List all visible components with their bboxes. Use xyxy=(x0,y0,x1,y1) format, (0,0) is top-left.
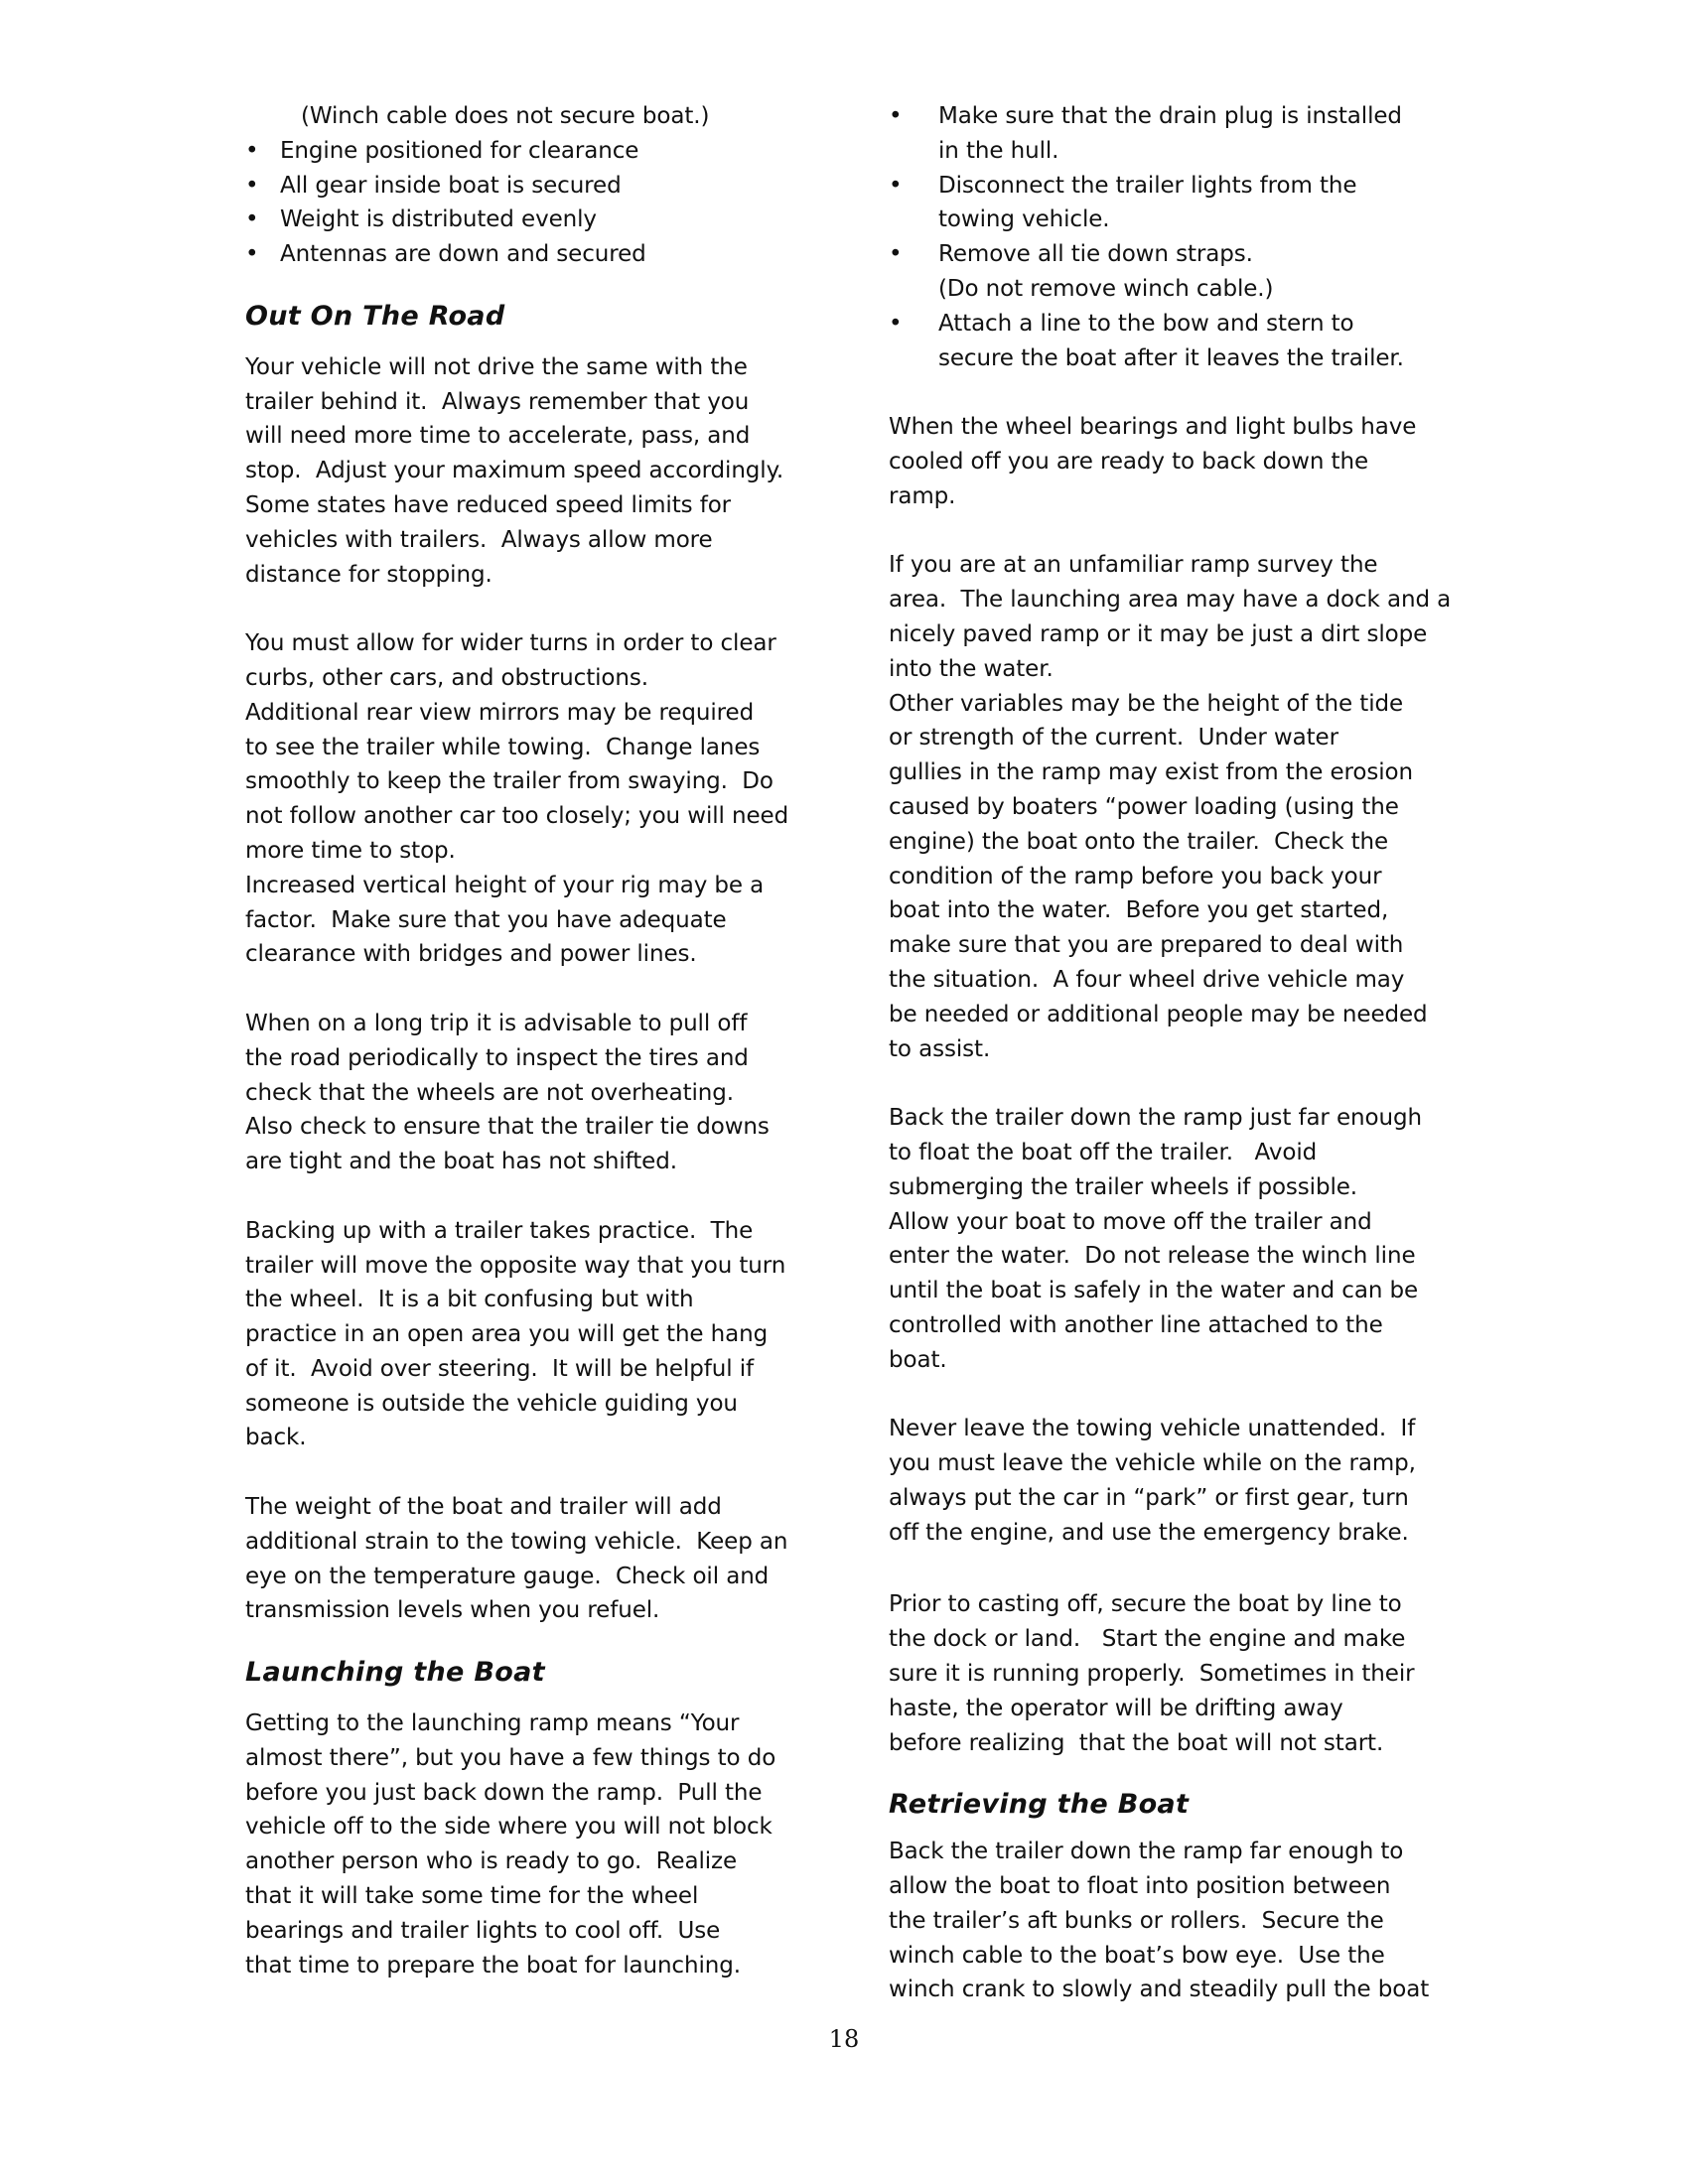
paragraph-line: always put the car in “park” or first gear, turn xyxy=(889,1484,1409,1511)
paragraph-line: back. xyxy=(245,1425,307,1451)
paragraph-line: Never leave the towing vehicle unattended. If xyxy=(889,1416,1416,1442)
paragraph-line: Getting to the launching ramp means “Your xyxy=(245,1710,740,1737)
paragraph xyxy=(245,350,811,593)
paragraph-line: until the boat is safely in the water and can be xyxy=(889,1278,1419,1304)
prep-checklist-line xyxy=(889,341,1460,376)
prep-checklist-text: secure the boat after it leaves the trailer. xyxy=(938,344,1404,371)
prep-checklist-line xyxy=(889,99,1460,134)
prep-checklist-line xyxy=(889,134,1460,169)
prep-checklist-text: in the hull. xyxy=(938,137,1059,164)
paragraph-line: make sure that you are prepared to deal with xyxy=(889,932,1404,959)
paragraph-line: additional strain to the towing vehicle. Keep an xyxy=(245,1528,788,1555)
paragraph-line: Back the trailer down the ramp far enough to xyxy=(889,1839,1404,1865)
paragraph-line: allow the boat to float into position between xyxy=(889,1873,1391,1900)
paragraph-line: cooled off you are ready to back down the xyxy=(889,448,1368,475)
checklist-item xyxy=(245,203,811,237)
paragraph-line: Increased vertical height of your rig may be a xyxy=(245,872,765,898)
paragraph-line: transmission levels when you refuel. xyxy=(245,1597,660,1624)
checklist-item xyxy=(245,237,811,272)
paragraph-line: When the wheel bearings and light bulbs have xyxy=(889,414,1417,441)
prep-checklist-line xyxy=(889,203,1460,237)
paragraph-line: Your vehicle will not drive the same with the xyxy=(245,353,748,380)
paragraph-line: trailer will move the opposite way that you turn xyxy=(245,1252,786,1279)
paragraph-line: vehicle off to the side where you will not block xyxy=(245,1814,773,1841)
paragraph-line: that it will take some time for the wheel xyxy=(245,1883,699,1910)
checklist-continuation: (Winch cable does not secure boat.) xyxy=(301,103,710,129)
paragraph-line: not follow another car too closely; you will need xyxy=(245,803,789,830)
paragraph-line: eye on the temperature gauge. Check oil and xyxy=(245,1563,770,1589)
section-heading-out-on-the-road: Out On The Road xyxy=(245,300,505,332)
bullet-icon: • xyxy=(889,310,903,337)
page-number: 18 xyxy=(828,2025,860,2053)
section-heading-retrieving-the-boat: Retrieving the Boat xyxy=(889,1789,1190,1821)
checklist-item-text: All gear inside boat is secured xyxy=(280,172,622,199)
prep-checklist-text: Remove all tie down straps. xyxy=(938,241,1253,268)
paragraph-line: curbs, other cars, and obstructions. xyxy=(245,664,648,691)
paragraph-line: practice in an open area you will get the hang xyxy=(245,1321,769,1348)
paragraph-line: enter the water. Do not release the winch line xyxy=(889,1243,1416,1270)
paragraph-line: Back the trailer down the ramp just far enough xyxy=(889,1105,1422,1132)
paragraph-line: Allow your boat to move off the trailer and xyxy=(889,1208,1372,1235)
checklist-item-text: Engine positioned for clearance xyxy=(280,137,639,164)
paragraph-line: to float the boat off the trailer. Avoid xyxy=(889,1139,1318,1165)
right-column xyxy=(889,99,1460,2007)
paragraph-line: engine) the boat onto the trailer. Check the xyxy=(889,828,1389,855)
paragraph-line: Additional rear view mirrors may be required xyxy=(245,699,755,726)
paragraph xyxy=(245,1706,811,1982)
paragraph-line: You must allow for wider turns in order to clear xyxy=(245,630,776,657)
paragraph xyxy=(245,1007,811,1179)
paragraph xyxy=(245,1490,811,1628)
paragraph xyxy=(245,626,811,972)
paragraph-line: gullies in the ramp may exist from the erosion xyxy=(889,759,1413,786)
paragraph-line: or strength of the current. Under water xyxy=(889,725,1338,751)
paragraph-line: condition of the ramp before you back your xyxy=(889,863,1382,889)
paragraph-line: Prior to casting off, secure the boat by line to xyxy=(889,1591,1402,1618)
paragraph-line: another person who is ready to go. Realize xyxy=(245,1848,738,1875)
paragraph-line: more time to stop. xyxy=(245,837,456,864)
paragraph-line: controlled with another line attached to the xyxy=(889,1311,1383,1338)
paragraph-line: stop. Adjust your maximum speed accordingly. xyxy=(245,458,784,484)
checklist xyxy=(245,134,811,272)
bullet-icon: • xyxy=(889,103,903,129)
bullet-icon: • xyxy=(889,241,903,268)
paragraph-line: winch crank to slowly and steadily pull the boat xyxy=(889,1977,1430,2003)
paragraph xyxy=(889,410,1460,513)
checklist-item-text: Weight is distributed evenly xyxy=(280,206,597,233)
paragraph-line: check that the wheels are not overheating. xyxy=(245,1079,734,1106)
checklist-item xyxy=(245,134,811,169)
prep-checklist-text: (Do not remove winch cable.) xyxy=(938,275,1274,302)
bullet-icon: • xyxy=(889,172,903,199)
paragraph xyxy=(889,1587,1460,1760)
paragraph-line: into the water. xyxy=(889,655,1054,682)
paragraph-line: trailer behind it. Always remember that you xyxy=(245,388,750,415)
paragraph-line: haste, the operator will be drifting away xyxy=(889,1695,1343,1721)
paragraph-line: factor. Make sure that you have adequate xyxy=(245,906,727,933)
paragraph-line: the wheel. It is a bit confusing but with xyxy=(245,1287,694,1313)
paragraph-line: smoothly to keep the trailer from swaying. Do xyxy=(245,768,774,795)
paragraph-line: When on a long trip it is advisable to pull off xyxy=(245,1010,748,1036)
prep-checklist-text: Make sure that the drain plug is installed xyxy=(938,103,1402,129)
paragraph-line: winch cable to the boat’s bow eye. Use the xyxy=(889,1942,1385,1969)
paragraph-line: that time to prepare the boat for launching. xyxy=(245,1952,741,1979)
prep-checklist xyxy=(889,99,1460,375)
paragraph-line: boat into the water. Before you get started, xyxy=(889,897,1389,924)
paragraph-line: Also check to ensure that the trailer tie downs xyxy=(245,1114,770,1141)
paragraph-line: are tight and the boat has not shifted. xyxy=(245,1149,677,1175)
paragraph-line: be needed or additional people may be needed xyxy=(889,1001,1428,1027)
prep-checklist-text: Attach a line to the bow and stern to xyxy=(938,310,1354,337)
paragraph-line: to see the trailer while towing. Change lanes xyxy=(245,734,761,760)
prep-checklist-line xyxy=(889,272,1460,307)
paragraph-line: almost there”, but you have a few things to do xyxy=(245,1744,776,1771)
paragraph-line: will need more time to accelerate, pass, and xyxy=(245,423,751,450)
paragraph-line: If you are at an unfamiliar ramp survey the xyxy=(889,552,1378,579)
paragraph-line: vehicles with trailers. Always allow more xyxy=(245,526,713,553)
paragraph-line: bearings and trailer lights to cool off. Use xyxy=(245,1917,721,1944)
paragraph-line: off the engine, and use the emergency brake. xyxy=(889,1519,1409,1546)
paragraph-line: sure it is running properly. Sometimes in their xyxy=(889,1661,1415,1688)
paragraph xyxy=(889,1835,1460,2007)
bullet-icon: • xyxy=(245,241,259,268)
paragraph-line: before realizing that the boat will not start. xyxy=(889,1729,1384,1756)
prep-checklist-text: towing vehicle. xyxy=(938,206,1110,233)
paragraph-line: someone is outside the vehicle guiding you xyxy=(245,1390,738,1417)
paragraph-line: the dock or land. Start the engine and make xyxy=(889,1626,1406,1653)
paragraph-line: clearance with bridges and power lines. xyxy=(245,941,697,968)
paragraph-line: Other variables may be the height of the tide xyxy=(889,690,1404,717)
paragraph-line: the trailer’s aft bunks or rollers. Secure the xyxy=(889,1907,1384,1934)
paragraph-line: you must leave the vehicle while on the ramp, xyxy=(889,1450,1416,1477)
prep-checklist-line xyxy=(889,237,1460,272)
paragraph-line: the situation. A four wheel drive vehicle may xyxy=(889,966,1405,993)
bullet-icon: • xyxy=(245,172,259,199)
paragraph-line: nicely paved ramp or it may be just a dirt slope xyxy=(889,620,1428,647)
paragraph-line: of it. Avoid over steering. It will be helpful if xyxy=(245,1355,754,1382)
paragraph xyxy=(889,548,1460,1066)
left-column xyxy=(245,99,811,1982)
checklist-item xyxy=(245,169,811,204)
paragraph xyxy=(245,1214,811,1456)
bullet-icon: • xyxy=(245,206,259,233)
paragraph-line: to assist. xyxy=(889,1035,991,1062)
checklist-item-text: Antennas are down and secured xyxy=(280,241,646,268)
paragraph-line: ramp. xyxy=(889,482,956,509)
paragraph xyxy=(889,1101,1460,1377)
paragraph-line: before you just back down the ramp. Pull the xyxy=(245,1779,763,1806)
paragraph-line: Backing up with a trailer takes practice. The xyxy=(245,1217,754,1244)
paragraph-line: distance for stopping. xyxy=(245,561,492,588)
paragraph-line: area. The launching area may have a dock and a xyxy=(889,587,1452,614)
paragraph-line: the road periodically to inspect the tires and xyxy=(245,1044,749,1071)
prep-checklist-line xyxy=(889,169,1460,204)
paragraph-line: Some states have reduced speed limits for xyxy=(245,491,732,518)
paragraph-line: The weight of the boat and trailer will add xyxy=(245,1494,722,1521)
paragraph-line: boat. xyxy=(889,1346,947,1373)
bullet-icon: • xyxy=(245,137,259,164)
prep-checklist-line xyxy=(889,307,1460,341)
section-heading-launching-the-boat: Launching the Boat xyxy=(245,1657,545,1689)
prep-checklist-text: Disconnect the trailer lights from the xyxy=(938,172,1357,199)
paragraph-line: submerging the trailer wheels if possible. xyxy=(889,1173,1358,1200)
paragraph-line: caused by boaters “power loading (using the xyxy=(889,793,1399,820)
paragraph xyxy=(889,1412,1460,1550)
